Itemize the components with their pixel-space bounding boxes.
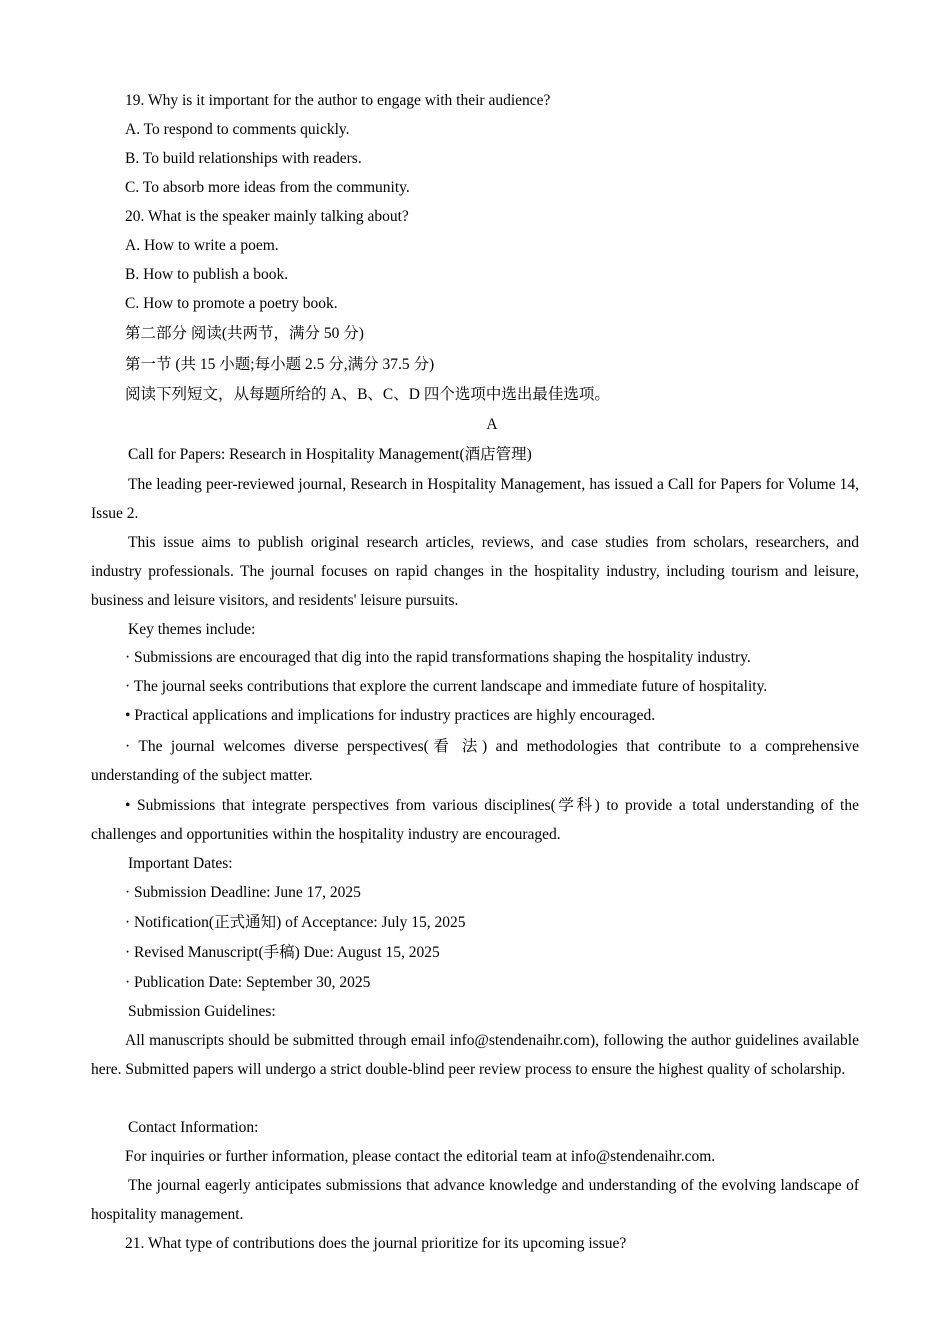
contact-heading: Contact Information: [128, 1119, 259, 1136]
option-c: C. To absorb more ideas from the community. [125, 179, 410, 196]
guidelines-heading: Submission Guidelines: [128, 1003, 276, 1020]
paragraph: This issue aims to publish original research articles, reviews, and case studies from scholars, researchers, and industry professionals. The journal focuses on rapid changes in the hospitality industry, including tourism and leisure, business and leisure visitors, and residents' leisure pursuits. [91, 534, 859, 609]
theme-item: · The journal seeks contributions that explore the current landscape and immediate future of hospitality. [125, 678, 768, 695]
option-b: B. To build relationships with readers. [125, 150, 362, 167]
theme-item: · The journal welcomes diverse perspectives(看 法) and methodologies that contribute to a comprehensive understanding of the subject matter. [91, 738, 859, 784]
section-heading: 第二部分 阅读(共两节，满分 50 分) [125, 325, 364, 342]
date-item: · Notification(正式通知) of Acceptance: July 15, 2025 [125, 914, 466, 931]
question-20: 20. What is the speaker mainly talking about? [125, 208, 409, 225]
question-21: 21. What type of contributions does the journal prioritize for its upcoming issue? [125, 1235, 627, 1252]
dates-heading: Important Dates: [128, 855, 233, 872]
date-item: · Publication Date: September 30, 2025 [125, 974, 371, 991]
date-item: · Submission Deadline: June 17, 2025 [125, 884, 361, 901]
closing-paragraph: The journal eagerly anticipates submissions that advance knowledge and understanding of the evolving landscape of hospitality management. [91, 1177, 859, 1223]
option-b: B. How to publish a book. [125, 266, 289, 283]
theme-item: · Submissions are encouraged that dig into the rapid transformations shaping the hospitality industry. [125, 649, 751, 666]
themes-heading: Key themes include: [128, 621, 256, 638]
subsection-heading: 第一节 (共 15 小题;每小题 2.5 分,满分 37.5 分) [125, 356, 435, 373]
guidelines-paragraph: All manuscripts should be submitted through email info@stendenaihr.com), following the author guidelines available here. Submitted papers will undergo a strict double-blind peer review process to ensure the highest quality of scholarship. [91, 1032, 859, 1078]
passage-title: Call for Papers: Research in Hospitality Management(酒店管理) [128, 446, 532, 463]
theme-item: • Practical applications and implications for industry practices are highly encouraged. [125, 707, 656, 724]
question-19: 19. Why is it important for the author to engage with their audience? [125, 92, 551, 109]
instruction: 阅读下列短文，从每题所给的 A、B、C、D 四个选项中选出最佳选项。 [125, 386, 610, 403]
option-c: C. How to promote a poetry book. [125, 295, 338, 312]
contact-paragraph: For inquiries or further information, please contact the editorial team at info@stendenaihr.com. [125, 1148, 716, 1165]
option-a: A. How to write a poem. [125, 237, 279, 254]
passage-label: A [486, 416, 498, 433]
paragraph: The leading peer-reviewed journal, Research in Hospitality Management, has issued a Call for Papers for Volume 14, Issue 2. [91, 476, 859, 522]
date-item: · Revised Manuscript(手稿) Due: August 15, 2025 [125, 944, 440, 961]
theme-item: • Submissions that integrate perspectives from various disciplines(学科) to provide a total understanding of the challenges and opportunities within the hospitality industry are encouraged. [91, 797, 859, 843]
option-a: A. To respond to comments quickly. [125, 121, 350, 138]
